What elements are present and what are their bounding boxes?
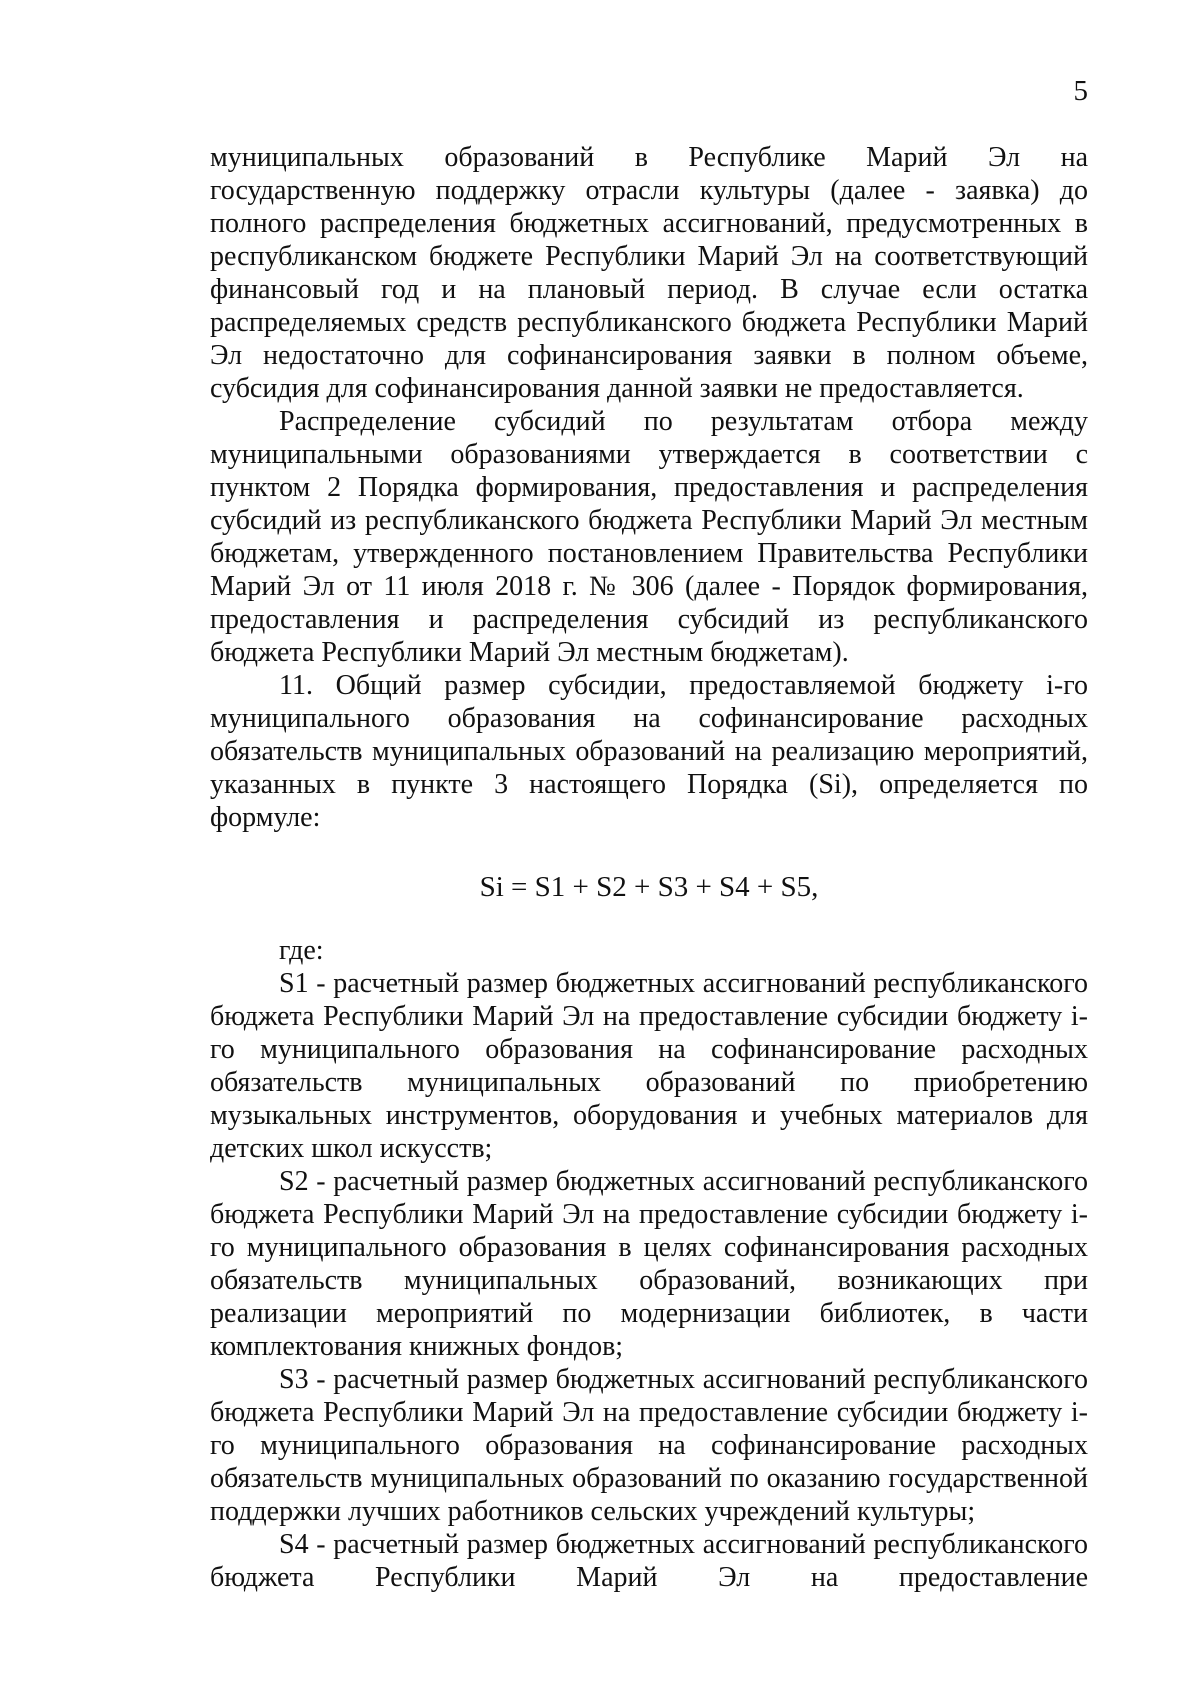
where-label: где:	[279, 935, 324, 966]
definition-s3: S3 - расчетный размер бюджетных ассигнований республиканского бюджета Республики Марий Эл на предоставление субсидии бюджету i-го муниципального образования на софинансирование расходных обязательств муниципальных образований по оказанию государственной поддержки лучших работников сельских учреждений культуры;	[210, 1364, 1088, 1527]
paragraph-distribution: Распределение субсидий по результатам отбора между муниципальными образованиями утверждается в соответствии с пунктом 2 Порядка формирования, предоставления и распределения субсидий из республиканского бюджета Республики Марий Эл местным бюджетам, утвержденного постановлением Правительства Республики Марий Эл от 11 июля 2018 г. № 306 (далее - Порядок формирования, предоставления и распределения субсидий из республиканского бюджета Республики Марий Эл местным бюджетам).	[210, 406, 1088, 668]
page-number: 5	[1073, 75, 1088, 107]
definition-s2: S2 - расчетный размер бюджетных ассигнований республиканского бюджета Республики Марий Эл на предоставление субсидии бюджету i-го муниципального образования в целях софинансирования расходных обязательств муниципальных образований, возникающих при реализации мероприятий по модернизации библиотек, в части комплектования книжных фондов;	[210, 1166, 1088, 1362]
paragraph-continuation: муниципальных образований в Республике Марий Эл на государственную поддержку отрасли культуры (далее - заявка) до полного распределения бюджетных ассигнований, предусмотренных в республиканском бюджете Республики Марий Эл на соответствующий финансовый год и на плановый период. В случае если остатка распределяемых средств республиканского бюджета Республики Марий Эл недостаточно для софинансирования заявки в полном объеме, субсидия для софинансирования данной заявки не предоставляется.	[210, 142, 1088, 404]
definition-s4: S4 - расчетный размер бюджетных ассигнований республиканского бюджета Республики Марий Эл на предоставление	[210, 1529, 1088, 1593]
document-body	[210, 141, 1088, 1594]
definition-s1: S1 - расчетный размер бюджетных ассигнований республиканского бюджета Республики Марий Эл на предоставление субсидии бюджету i-го муниципального образования на софинансирование расходных обязательств муниципальных образований по приобретению музыкальных инструментов, оборудования и учебных материалов для детских школ искусств;	[210, 968, 1088, 1164]
formula: Si = S1 + S2 + S3 + S4 + S5,	[479, 871, 819, 903]
paragraph-item-11: 11. Общий размер субсидии, предоставляемой бюджету i-го муниципального образования на софинансирование расходных обязательств муниципальных образований на реализацию мероприятий, указанных в пункте 3 настоящего Порядка (Si), определяется по формуле:	[210, 670, 1088, 833]
